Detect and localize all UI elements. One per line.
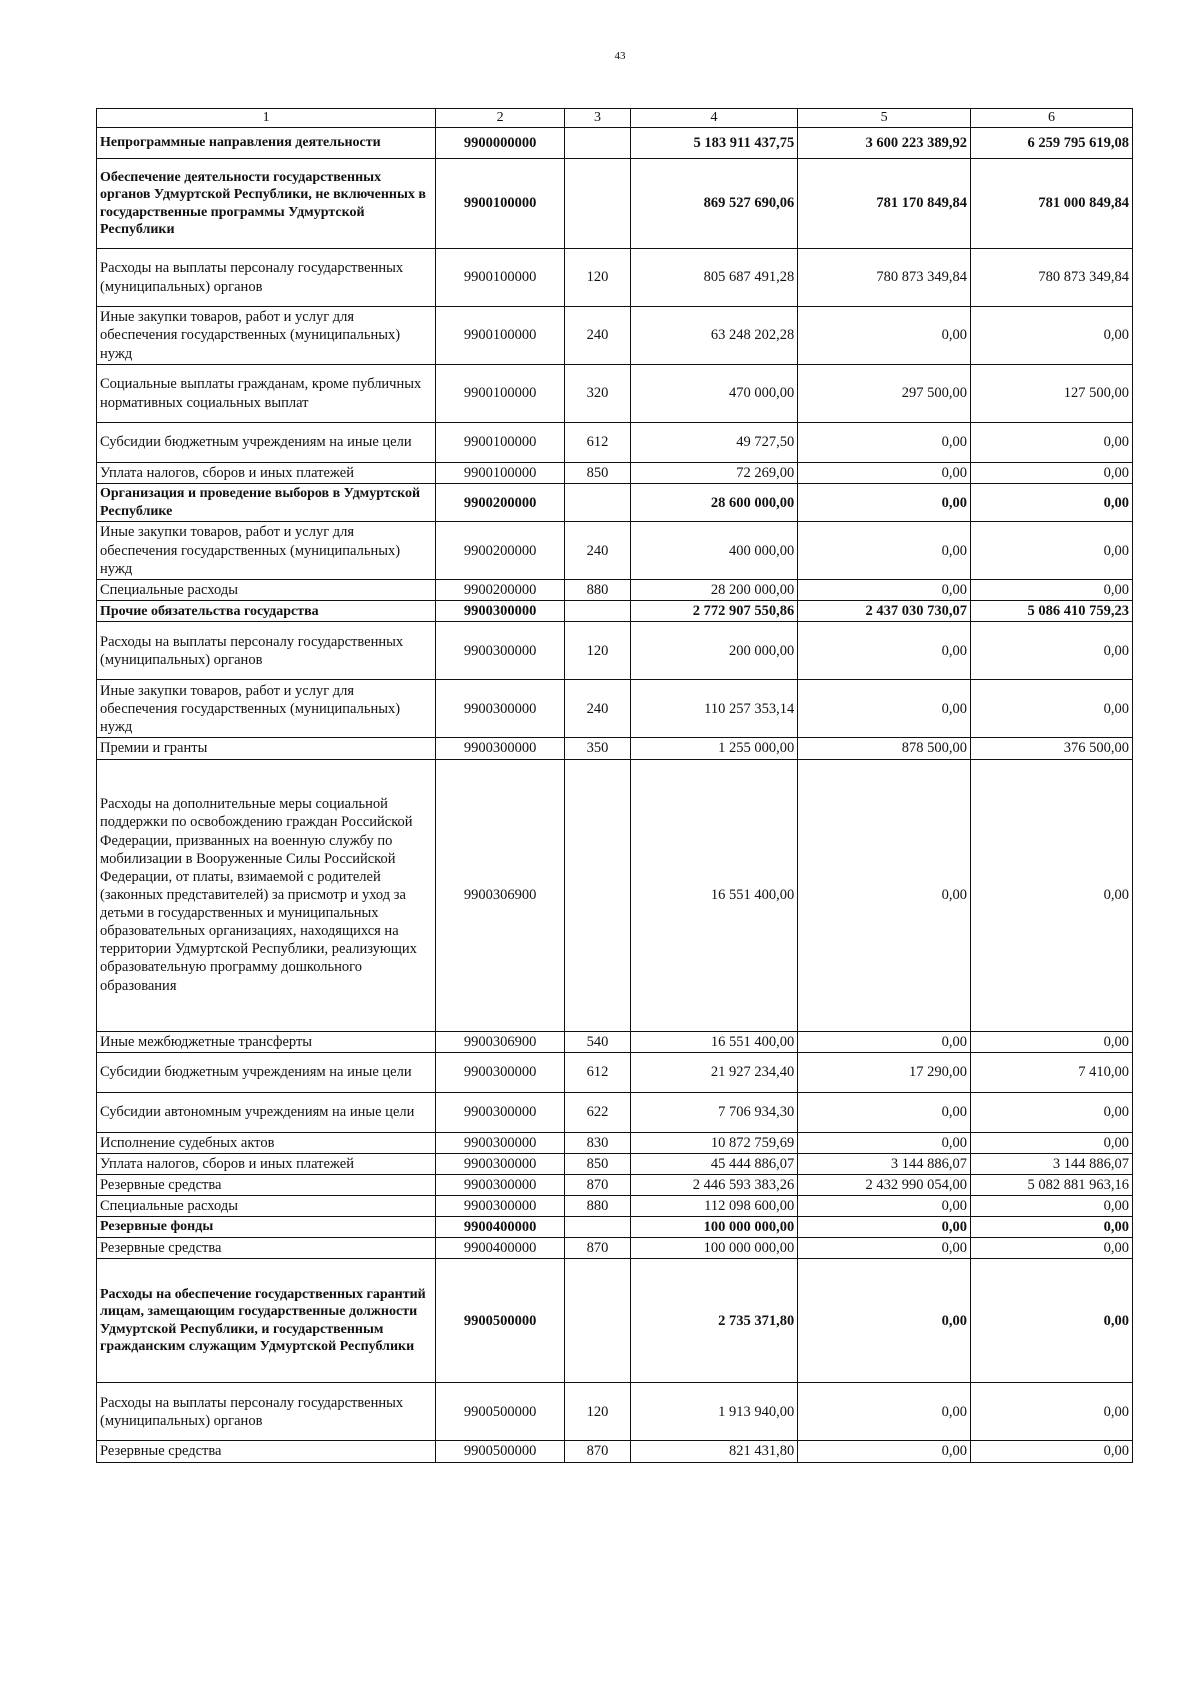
row-expense-type <box>565 484 631 522</box>
row-amount-col4: 110 257 353,14 <box>630 680 797 738</box>
table-row <box>97 1132 1133 1153</box>
row-amount-col6: 0,00 <box>971 1196 1133 1217</box>
column-header: 6 <box>971 109 1133 128</box>
row-name: Резервные фонды <box>97 1217 436 1238</box>
row-amount-col5: 0,00 <box>798 423 971 463</box>
row-amount-col4: 28 600 000,00 <box>630 484 797 522</box>
row-expense-type: 870 <box>565 1441 631 1462</box>
row-code: 9900300000 <box>436 1092 565 1132</box>
row-amount-col6: 0,00 <box>971 463 1133 484</box>
row-name: Иные закупки товаров, работ и услуг для обеспечения государственных (муниципальных) нужд <box>97 522 436 580</box>
row-amount-col4: 10 872 759,69 <box>630 1132 797 1153</box>
row-code: 9900300000 <box>436 1052 565 1092</box>
row-amount-col4: 100 000 000,00 <box>630 1217 797 1238</box>
table-row <box>97 1153 1133 1174</box>
row-name: Специальные расходы <box>97 580 436 601</box>
row-amount-col6: 0,00 <box>971 484 1133 522</box>
row-amount-col5: 0,00 <box>798 1092 971 1132</box>
row-expense-type: 850 <box>565 1153 631 1174</box>
row-amount-col6: 376 500,00 <box>971 738 1133 759</box>
row-amount-col4: 5 183 911 437,75 <box>630 128 797 159</box>
table-row <box>97 522 1133 580</box>
row-name: Прочие обязательства государства <box>97 601 436 622</box>
row-amount-col5: 2 432 990 054,00 <box>798 1174 971 1195</box>
row-expense-type: 350 <box>565 738 631 759</box>
row-amount-col5: 2 437 030 730,07 <box>798 601 971 622</box>
row-amount-col5: 0,00 <box>798 1132 971 1153</box>
row-amount-col6: 781 000 849,84 <box>971 159 1133 249</box>
row-name: Уплата налогов, сборов и иных платежей <box>97 1153 436 1174</box>
table-row <box>97 484 1133 522</box>
row-amount-col6: 0,00 <box>971 622 1133 680</box>
row-code: 9900100000 <box>436 463 565 484</box>
row-amount-col4: 805 687 491,28 <box>630 249 797 307</box>
table-row <box>97 580 1133 601</box>
row-name: Резервные средства <box>97 1174 436 1195</box>
row-amount-col5: 0,00 <box>798 307 971 365</box>
table-row <box>97 1031 1133 1052</box>
row-name: Расходы на выплаты персоналу государственных (муниципальных) органов <box>97 1383 436 1441</box>
row-amount-col5: 0,00 <box>798 680 971 738</box>
row-amount-col4: 112 098 600,00 <box>630 1196 797 1217</box>
row-amount-col6: 3 144 886,07 <box>971 1153 1133 1174</box>
table-row <box>97 738 1133 759</box>
row-expense-type <box>565 128 631 159</box>
row-expense-type: 240 <box>565 307 631 365</box>
row-code: 9900300000 <box>436 601 565 622</box>
row-name: Иные закупки товаров, работ и услуг для обеспечения государственных (муниципальных) нужд <box>97 307 436 365</box>
row-name: Уплата налогов, сборов и иных платежей <box>97 463 436 484</box>
row-amount-col4: 7 706 934,30 <box>630 1092 797 1132</box>
row-amount-col6: 0,00 <box>971 1238 1133 1259</box>
row-expense-type: 850 <box>565 463 631 484</box>
row-amount-col5: 0,00 <box>798 1217 971 1238</box>
table-row <box>97 463 1133 484</box>
row-code: 9900200000 <box>436 580 565 601</box>
row-amount-col5: 0,00 <box>798 1238 971 1259</box>
row-name: Расходы на выплаты персоналу государственных (муниципальных) органов <box>97 249 436 307</box>
column-header: 2 <box>436 109 565 128</box>
row-amount-col6: 0,00 <box>971 1132 1133 1153</box>
row-expense-type: 870 <box>565 1238 631 1259</box>
row-expense-type: 120 <box>565 622 631 680</box>
row-code: 9900500000 <box>436 1383 565 1441</box>
row-amount-col6: 780 873 349,84 <box>971 249 1133 307</box>
row-expense-type: 240 <box>565 680 631 738</box>
row-expense-type <box>565 601 631 622</box>
row-name: Резервные средства <box>97 1441 436 1462</box>
row-name: Организация и проведение выборов в Удмуртской Республике <box>97 484 436 522</box>
table-row <box>97 1441 1133 1462</box>
row-name: Субсидии автономным учреждениям на иные цели <box>97 1092 436 1132</box>
row-code: 9900400000 <box>436 1238 565 1259</box>
row-amount-col6: 0,00 <box>971 423 1133 463</box>
row-name: Субсидии бюджетным учреждениям на иные цели <box>97 423 436 463</box>
row-amount-col5: 0,00 <box>798 1031 971 1052</box>
row-expense-type: 880 <box>565 580 631 601</box>
row-amount-col4: 63 248 202,28 <box>630 307 797 365</box>
row-amount-col5: 0,00 <box>798 1441 971 1462</box>
row-amount-col6: 127 500,00 <box>971 365 1133 423</box>
row-expense-type: 120 <box>565 1383 631 1441</box>
table-row <box>97 307 1133 365</box>
row-code: 9900300000 <box>436 622 565 680</box>
table-row <box>97 365 1133 423</box>
row-code: 9900300000 <box>436 1153 565 1174</box>
row-code: 9900100000 <box>436 249 565 307</box>
row-code: 9900200000 <box>436 484 565 522</box>
row-expense-type <box>565 159 631 249</box>
row-amount-col4: 821 431,80 <box>630 1441 797 1462</box>
row-amount-col4: 470 000,00 <box>630 365 797 423</box>
table-row <box>97 1259 1133 1383</box>
row-expense-type: 830 <box>565 1132 631 1153</box>
row-name: Расходы на дополнительные меры социальной поддержки по освобождению граждан Российской Федерации, призванных на военную службу по мобилизации в Вооруженные Силы Российской Федерации, от платы, взимаемой с родителей (законных представителей) за присмотр и уход за детьми в государственных и муниципальных образовательных организациях, находящихся на территории Удмуртской Республики, реализующих образовательную программу дошкольного образования <box>97 759 436 1031</box>
table-row <box>97 1217 1133 1238</box>
row-code: 9900306900 <box>436 1031 565 1052</box>
row-name: Специальные расходы <box>97 1196 436 1217</box>
row-expense-type <box>565 1217 631 1238</box>
row-amount-col5: 3 600 223 389,92 <box>798 128 971 159</box>
row-amount-col6: 0,00 <box>971 1217 1133 1238</box>
row-expense-type <box>565 759 631 1031</box>
row-amount-col5: 781 170 849,84 <box>798 159 971 249</box>
row-amount-col6: 7 410,00 <box>971 1052 1133 1092</box>
row-code: 9900300000 <box>436 1132 565 1153</box>
table-row <box>97 1092 1133 1132</box>
table-row <box>97 622 1133 680</box>
row-expense-type: 880 <box>565 1196 631 1217</box>
table-row <box>97 159 1133 249</box>
row-amount-col5: 0,00 <box>798 580 971 601</box>
row-amount-col4: 400 000,00 <box>630 522 797 580</box>
table-row <box>97 128 1133 159</box>
table-row <box>97 680 1133 738</box>
row-code: 9900200000 <box>436 522 565 580</box>
row-code: 9900500000 <box>436 1441 565 1462</box>
row-code: 9900100000 <box>436 307 565 365</box>
table-row <box>97 1238 1133 1259</box>
row-name: Расходы на обеспечение государственных гарантий лицам, замещающим государственные должности Удмуртской Республики, и государственным гражданским служащим Удмуртской Республики <box>97 1259 436 1383</box>
column-number-row <box>97 109 1133 128</box>
row-code: 9900306900 <box>436 759 565 1031</box>
row-amount-col5: 780 873 349,84 <box>798 249 971 307</box>
row-amount-col4: 49 727,50 <box>630 423 797 463</box>
row-amount-col4: 869 527 690,06 <box>630 159 797 249</box>
row-name: Иные межбюджетные трансферты <box>97 1031 436 1052</box>
row-expense-type: 612 <box>565 423 631 463</box>
row-expense-type: 120 <box>565 249 631 307</box>
column-header: 1 <box>97 109 436 128</box>
row-amount-col5: 3 144 886,07 <box>798 1153 971 1174</box>
row-expense-type <box>565 1259 631 1383</box>
row-amount-col4: 45 444 886,07 <box>630 1153 797 1174</box>
row-amount-col5: 0,00 <box>798 622 971 680</box>
row-amount-col4: 200 000,00 <box>630 622 797 680</box>
table-row <box>97 423 1133 463</box>
row-name: Обеспечение деятельности государственных органов Удмуртской Республики, не включенных в государственные программы Удмуртской Республики <box>97 159 436 249</box>
row-name: Исполнение судебных актов <box>97 1132 436 1153</box>
row-amount-col5: 0,00 <box>798 484 971 522</box>
row-amount-col4: 1 913 940,00 <box>630 1383 797 1441</box>
table-row <box>97 1174 1133 1195</box>
table-row <box>97 601 1133 622</box>
row-name: Премии и гранты <box>97 738 436 759</box>
column-header: 3 <box>565 109 631 128</box>
row-expense-type: 540 <box>565 1031 631 1052</box>
row-amount-col5: 297 500,00 <box>798 365 971 423</box>
row-amount-col6: 0,00 <box>971 1092 1133 1132</box>
row-expense-type: 870 <box>565 1174 631 1195</box>
row-amount-col6: 5 082 881 963,16 <box>971 1174 1133 1195</box>
row-name: Резервные средства <box>97 1238 436 1259</box>
row-amount-col4: 72 269,00 <box>630 463 797 484</box>
row-amount-col5: 17 290,00 <box>798 1052 971 1092</box>
row-amount-col6: 0,00 <box>971 580 1133 601</box>
row-amount-col6: 5 086 410 759,23 <box>971 601 1133 622</box>
table-row <box>97 249 1133 307</box>
row-amount-col6: 6 259 795 619,08 <box>971 128 1133 159</box>
row-amount-col6: 0,00 <box>971 307 1133 365</box>
row-name: Иные закупки товаров, работ и услуг для обеспечения государственных (муниципальных) нужд <box>97 680 436 738</box>
row-code: 9900100000 <box>436 159 565 249</box>
table-row <box>97 1383 1133 1441</box>
row-code: 9900100000 <box>436 365 565 423</box>
row-code: 9900300000 <box>436 1174 565 1195</box>
row-expense-type: 240 <box>565 522 631 580</box>
row-amount-col4: 16 551 400,00 <box>630 759 797 1031</box>
row-name: Непрограммные направления деятельности <box>97 128 436 159</box>
row-amount-col4: 2 446 593 383,26 <box>630 1174 797 1195</box>
row-code: 9900100000 <box>436 423 565 463</box>
row-amount-col5: 0,00 <box>798 1259 971 1383</box>
row-amount-col4: 2 735 371,80 <box>630 1259 797 1383</box>
row-amount-col4: 2 772 907 550,86 <box>630 601 797 622</box>
budget-table <box>96 108 1133 1463</box>
row-amount-col5: 0,00 <box>798 1383 971 1441</box>
row-expense-type: 320 <box>565 365 631 423</box>
row-amount-col4: 16 551 400,00 <box>630 1031 797 1052</box>
table-body <box>97 128 1133 1463</box>
column-header: 5 <box>798 109 971 128</box>
row-name: Субсидии бюджетным учреждениям на иные цели <box>97 1052 436 1092</box>
row-amount-col4: 28 200 000,00 <box>630 580 797 601</box>
row-amount-col6: 0,00 <box>971 1383 1133 1441</box>
row-amount-col4: 1 255 000,00 <box>630 738 797 759</box>
row-amount-col4: 100 000 000,00 <box>630 1238 797 1259</box>
row-code: 9900500000 <box>436 1259 565 1383</box>
row-amount-col6: 0,00 <box>971 759 1133 1031</box>
table-row <box>97 759 1133 1031</box>
row-amount-col5: 0,00 <box>798 463 971 484</box>
table-row <box>97 1052 1133 1092</box>
row-code: 9900300000 <box>436 680 565 738</box>
row-amount-col6: 0,00 <box>971 680 1133 738</box>
row-amount-col4: 21 927 234,40 <box>630 1052 797 1092</box>
table-row <box>97 1196 1133 1217</box>
row-code: 9900400000 <box>436 1217 565 1238</box>
row-amount-col6: 0,00 <box>971 1031 1133 1052</box>
row-name: Расходы на выплаты персоналу государственных (муниципальных) органов <box>97 622 436 680</box>
row-amount-col6: 0,00 <box>971 1259 1133 1383</box>
column-header: 4 <box>630 109 797 128</box>
row-amount-col5: 878 500,00 <box>798 738 971 759</box>
row-name: Социальные выплаты гражданам, кроме публичных нормативных социальных выплат <box>97 365 436 423</box>
row-code: 9900000000 <box>436 128 565 159</box>
row-code: 9900300000 <box>436 738 565 759</box>
page-number: 43 <box>614 50 626 62</box>
row-amount-col5: 0,00 <box>798 1196 971 1217</box>
row-amount-col6: 0,00 <box>971 522 1133 580</box>
row-amount-col5: 0,00 <box>798 759 971 1031</box>
row-amount-col6: 0,00 <box>971 1441 1133 1462</box>
row-expense-type: 612 <box>565 1052 631 1092</box>
row-amount-col5: 0,00 <box>798 522 971 580</box>
row-expense-type: 622 <box>565 1092 631 1132</box>
row-code: 9900300000 <box>436 1196 565 1217</box>
